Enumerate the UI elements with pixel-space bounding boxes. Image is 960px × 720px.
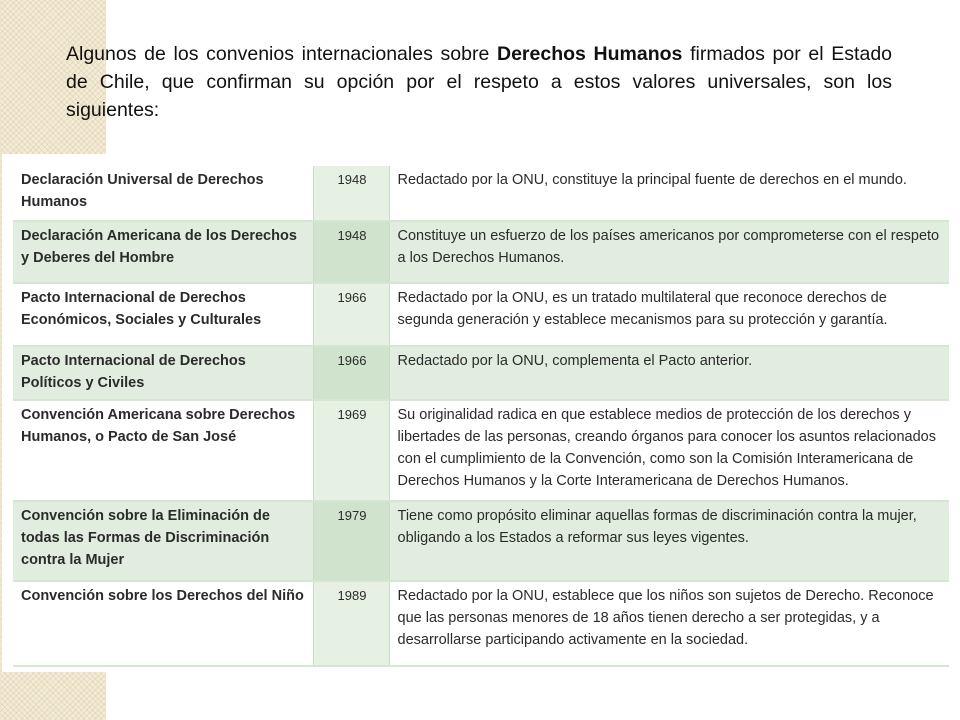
treaty-name: Pacto Internacional de Derechos Económicos, Sociales y Culturales [13,283,313,346]
treaty-year: 1969 [313,400,389,501]
treaty-description: Redactado por la ONU, es un tratado multilateral que reconoce derechos de segunda generación y establece mecanismos para su protección y garantía. [389,283,949,346]
intro-text-end: firmados por el Estado de Chile, que confirman su opción por el respeto a estos valores universales, son los siguientes: [66,43,893,121]
treaty-row-san-jose-pact [13,400,949,501]
treaty-description: Redactado por la ONU, establece que los niños son sujetos de Derecho. Reconoce que las personas menores de 18 años tienen derecho a ser protegidas, y a desarrollarse participando activamente en la sociedad. [389,581,949,666]
intro-text-start: Algunos de los convenios internacionales sobre [66,43,497,65]
treaty-row-american-declaration [13,221,949,283]
treaty-row-cedaw [13,501,949,581]
treaty-description: Tiene como propósito eliminar aquellas formas de discriminación contra la mujer, obligando a los Estados a reformar sus leyes vigentes. [389,501,949,581]
treaty-row-udhr [13,166,949,221]
treaty-year: 1989 [313,581,389,666]
treaty-year: 1948 [313,166,389,221]
treaty-row-political-covenant [13,346,949,400]
treaty-name: Convención sobre los Derechos del Niño [13,581,313,666]
treaty-description: Constituye un esfuerzo de los países americanos por comprometerse con el respeto a los Derechos Humanos. [389,221,949,283]
treaty-name: Declaración Americana de los Derechos y Deberes del Hombre [13,221,313,283]
treaty-description: Redactado por la ONU, constituye la principal fuente de derechos en el mundo. [389,166,949,221]
treaty-year: 1966 [313,283,389,346]
treaty-year: 1979 [313,501,389,581]
treaty-name: Declaración Universal de Derechos Humanos [13,166,313,221]
treaty-row-child-rights [13,581,949,666]
treaty-row-economic-covenant [13,283,949,346]
treaties-table [13,166,949,667]
treaty-description: Redactado por la ONU, complementa el Pacto anterior. [389,346,949,400]
treaty-description: Su originalidad radica en que establece medios de protección de los derechos y libertades de las personas, creando órganos para conocer los asuntos relacionados con el cumplimiento de la Convención, como son la Comisión Interamericana de Derechos Humanos y la Corte Interamericana de Derechos Humanos. [389,400,949,501]
intro-emphasis: Derechos Humanos [496,43,683,65]
treaty-name: Convención sobre la Eliminación de todas las Formas de Discriminación contra la Mujer [13,501,313,581]
treaties-table-container [13,166,949,666]
treaty-name: Convención Americana sobre Derechos Humanos, o Pacto de San José [13,400,313,501]
treaty-name: Pacto Internacional de Derechos Políticos y Civiles [13,346,313,400]
treaty-year: 1966 [313,346,389,400]
treaties-table-frame [2,154,954,672]
treaty-year: 1948 [313,221,389,283]
intro-paragraph [66,40,892,124]
